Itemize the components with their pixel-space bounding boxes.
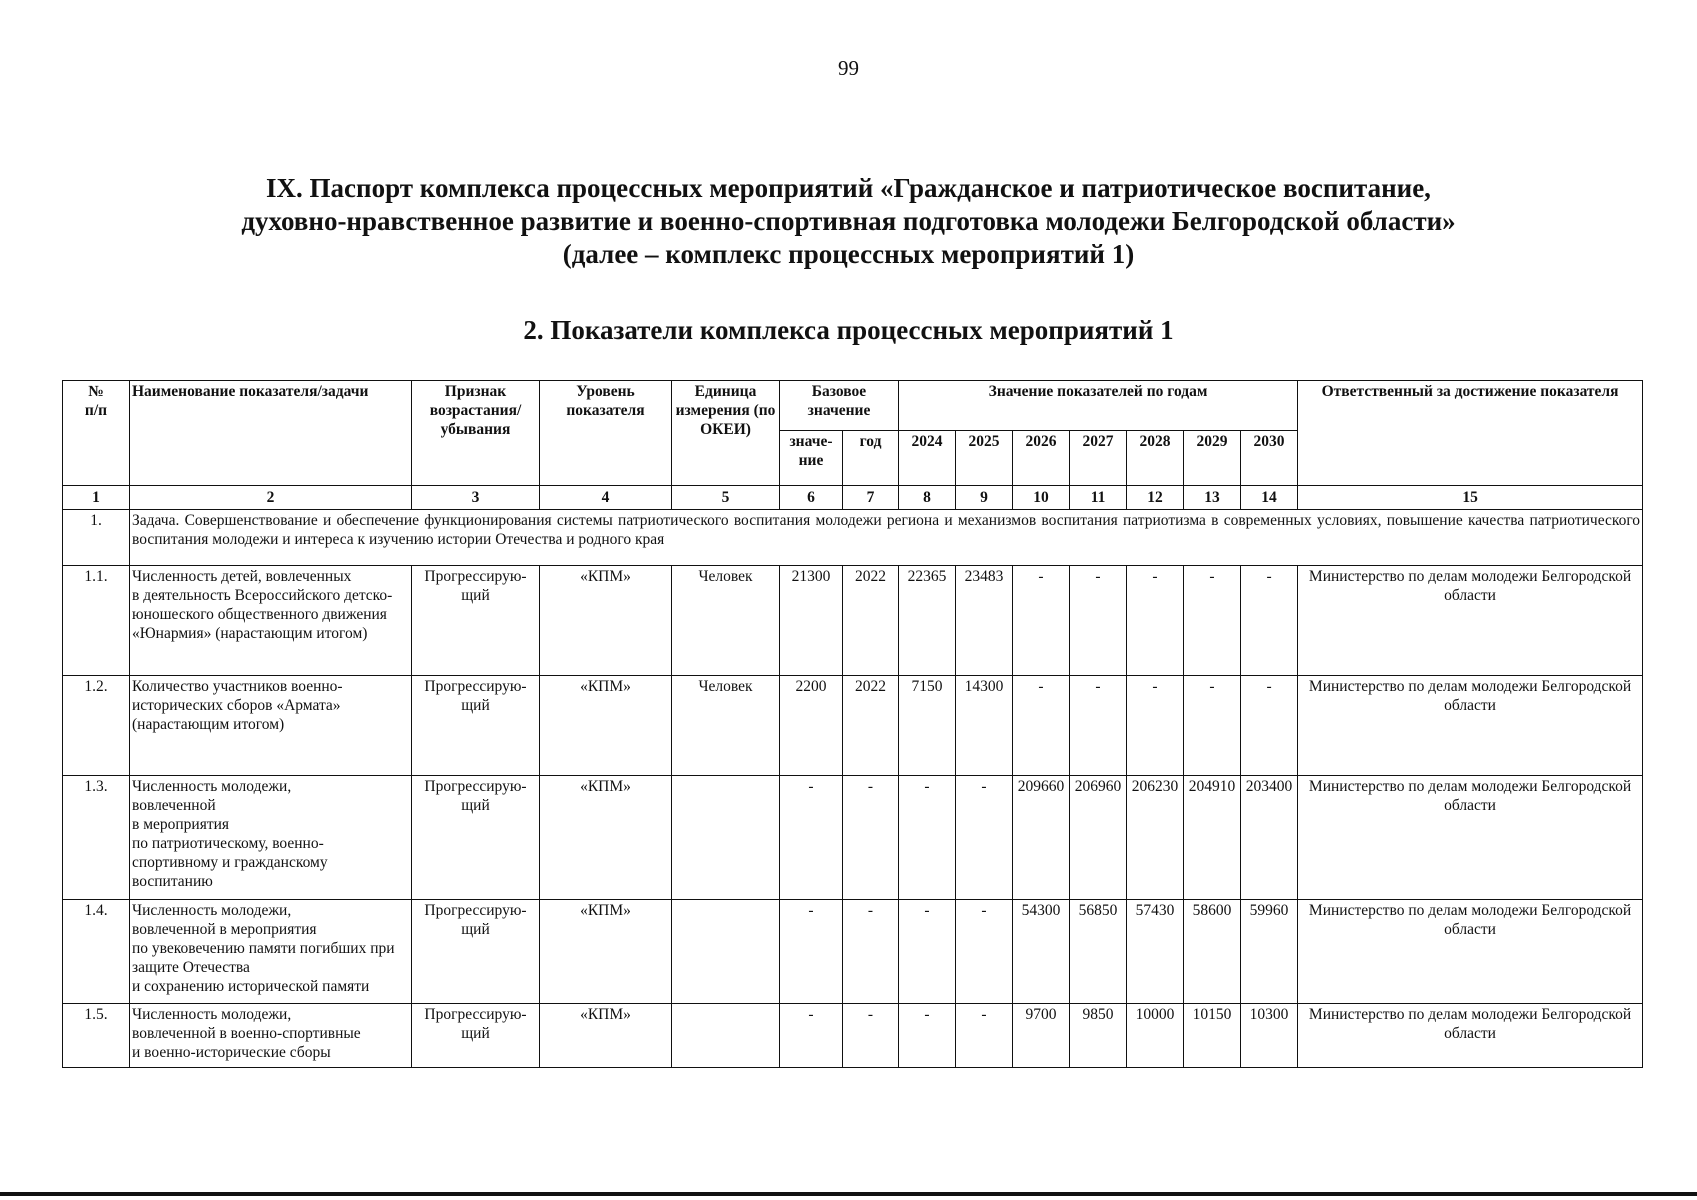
row-base-year: - <box>843 900 899 1004</box>
row-value: - <box>1184 566 1241 676</box>
header-name: Наименование показателя/задачи <box>130 381 412 486</box>
row-base-year: - <box>843 1004 899 1068</box>
title-line: (далее – комплекс процессных мероприятий 1) <box>562 239 1135 269</box>
row-value: - <box>1184 676 1241 776</box>
row-base-value: - <box>780 900 843 1004</box>
indicators-table <box>62 380 1643 1068</box>
header-level: Уровень показателя <box>540 381 672 486</box>
row-value: 9850 <box>1070 1004 1127 1068</box>
row-value: 10000 <box>1127 1004 1184 1068</box>
row-value: 58600 <box>1184 900 1241 1004</box>
row-level: «КПМ» <box>540 566 672 676</box>
column-number: 7 <box>843 486 899 510</box>
row-value: - <box>899 900 956 1004</box>
column-number: 3 <box>412 486 540 510</box>
header-year: 2028 <box>1127 431 1184 486</box>
header-year: 2025 <box>956 431 1013 486</box>
bottom-rule <box>0 1192 1697 1196</box>
row-value: 14300 <box>956 676 1013 776</box>
row-unit: Человек <box>672 676 780 776</box>
row-value: - <box>956 776 1013 900</box>
row-value: 54300 <box>1013 900 1070 1004</box>
header-years-group: Значение показателей по годам <box>899 381 1298 431</box>
column-number: 11 <box>1070 486 1127 510</box>
title-line: IX. Паспорт комплекса процессных мероприятий «Гражданское и патриотическое воспитание, <box>266 173 1431 203</box>
page-number: 99 <box>838 56 859 80</box>
row-responsible: Министерство по делам молодежи Белгородской области <box>1298 776 1643 900</box>
row-value: - <box>1070 566 1127 676</box>
row-sign: Прогрессирую- щий <box>412 676 540 776</box>
row-level: «КПМ» <box>540 676 672 776</box>
table-row <box>63 900 1643 1004</box>
row-unit: Человек <box>672 566 780 676</box>
header-num: № п/п <box>63 381 130 486</box>
row-value: 23483 <box>956 566 1013 676</box>
row-level: «КПМ» <box>540 900 672 1004</box>
row-num: 1.1. <box>63 566 130 676</box>
column-number: 8 <box>899 486 956 510</box>
row-value: - <box>1013 566 1070 676</box>
row-sign: Прогрессирую- щий <box>412 566 540 676</box>
row-level: «КПМ» <box>540 776 672 900</box>
header-year: 2027 <box>1070 431 1127 486</box>
table-row <box>63 776 1643 900</box>
row-name: Численность молодежи, вовлеченной в мероприятия по увековечению памяти погибших при защите Отечества и сохранению исторической памяти <box>130 900 412 1004</box>
column-number: 14 <box>1241 486 1298 510</box>
row-num: 1.2. <box>63 676 130 776</box>
row-sign: Прогрессирую- щий <box>412 1004 540 1068</box>
row-value: - <box>1241 566 1298 676</box>
column-number: 4 <box>540 486 672 510</box>
row-name: Количество участников военно-исторических сборов «Армата» (нарастающим итогом) <box>130 676 412 776</box>
row-value: - <box>1070 676 1127 776</box>
row-value: 56850 <box>1070 900 1127 1004</box>
table-row <box>63 676 1643 776</box>
row-base-year: - <box>843 776 899 900</box>
task-num: 1. <box>63 510 130 566</box>
column-numbers-row <box>63 486 1643 510</box>
header-base-year: год <box>843 431 899 486</box>
row-base-value: - <box>780 776 843 900</box>
column-number: 2 <box>130 486 412 510</box>
column-number: 10 <box>1013 486 1070 510</box>
row-base-year: 2022 <box>843 676 899 776</box>
column-number: 6 <box>780 486 843 510</box>
column-number: 1 <box>63 486 130 510</box>
row-value: - <box>956 1004 1013 1068</box>
row-value: - <box>1127 566 1184 676</box>
header-base-value: значе- ние <box>780 431 843 486</box>
row-responsible: Министерство по делам молодежи Белгородской области <box>1298 676 1643 776</box>
row-value: 203400 <box>1241 776 1298 900</box>
row-value: 22365 <box>899 566 956 676</box>
header-unit: Единица измерения (по ОКЕИ) <box>672 381 780 486</box>
column-number: 9 <box>956 486 1013 510</box>
row-name: Численность молодежи, вовлеченной в военно-спортивные и военно-исторические сборы <box>130 1004 412 1068</box>
row-value: 10300 <box>1241 1004 1298 1068</box>
row-responsible: Министерство по делам молодежи Белгородской области <box>1298 1004 1643 1068</box>
column-number: 5 <box>672 486 780 510</box>
row-value: - <box>1013 676 1070 776</box>
row-base-year: 2022 <box>843 566 899 676</box>
row-base-value: - <box>780 1004 843 1068</box>
row-value: 206230 <box>1127 776 1184 900</box>
row-sign: Прогрессирую- щий <box>412 776 540 900</box>
title-line: духовно-нравственное развитие и военно-спортивная подготовка молодежи Белгородской области» <box>241 206 1456 236</box>
row-name: Численность молодежи, вовлеченной в мероприятия по патриотическому, военно-спортивному и гражданскому воспитанию <box>130 776 412 900</box>
row-num: 1.5. <box>63 1004 130 1068</box>
column-number: 12 <box>1127 486 1184 510</box>
table-row <box>63 566 1643 676</box>
row-responsible: Министерство по делам молодежи Белгородской области <box>1298 566 1643 676</box>
row-name: Численность детей, вовлеченных в деятельность Всероссийского детско-юношеского общественного движения «Юнармия» (нарастающим итогом) <box>130 566 412 676</box>
section-title: 2. Показатели комплекса процессных мероприятий 1 <box>523 315 1174 345</box>
header-sign: Признак возрастания/ убывания <box>412 381 540 486</box>
row-responsible: Министерство по делам молодежи Белгородской области <box>1298 900 1643 1004</box>
row-unit <box>672 1004 780 1068</box>
row-base-value: 2200 <box>780 676 843 776</box>
task-text: Задача. Совершенствование и обеспечение функционирования системы патриотического воспитания молодежи региона и механизмов воспитания патриотизма в современных условиях, повышение качества патриотического воспитания молодежи и интереса к изучению истории Отечества и родного края <box>130 510 1643 566</box>
row-unit <box>672 900 780 1004</box>
row-value: - <box>956 900 1013 1004</box>
task-row <box>63 510 1643 566</box>
row-value: 57430 <box>1127 900 1184 1004</box>
header-year: 2030 <box>1241 431 1298 486</box>
row-value: 204910 <box>1184 776 1241 900</box>
row-level: «КПМ» <box>540 1004 672 1068</box>
row-num: 1.3. <box>63 776 130 900</box>
header-year: 2024 <box>899 431 956 486</box>
row-num: 1.4. <box>63 900 130 1004</box>
row-value: - <box>1241 676 1298 776</box>
document-title <box>0 172 1697 271</box>
row-value: 9700 <box>1013 1004 1070 1068</box>
row-value: 10150 <box>1184 1004 1241 1068</box>
column-number: 15 <box>1298 486 1643 510</box>
row-base-value: 21300 <box>780 566 843 676</box>
row-sign: Прогрессирую- щий <box>412 900 540 1004</box>
column-number: 13 <box>1184 486 1241 510</box>
row-value: 209660 <box>1013 776 1070 900</box>
row-value: 206960 <box>1070 776 1127 900</box>
header-year: 2029 <box>1184 431 1241 486</box>
header-responsible: Ответственный за достижение показателя <box>1298 381 1643 486</box>
row-value: - <box>1127 676 1184 776</box>
header-year: 2026 <box>1013 431 1070 486</box>
row-value: - <box>899 1004 956 1068</box>
row-value: 59960 <box>1241 900 1298 1004</box>
table-row <box>63 1004 1643 1068</box>
row-value: 7150 <box>899 676 956 776</box>
header-base: Базовое значение <box>780 381 899 431</box>
row-unit <box>672 776 780 900</box>
row-value: - <box>899 776 956 900</box>
